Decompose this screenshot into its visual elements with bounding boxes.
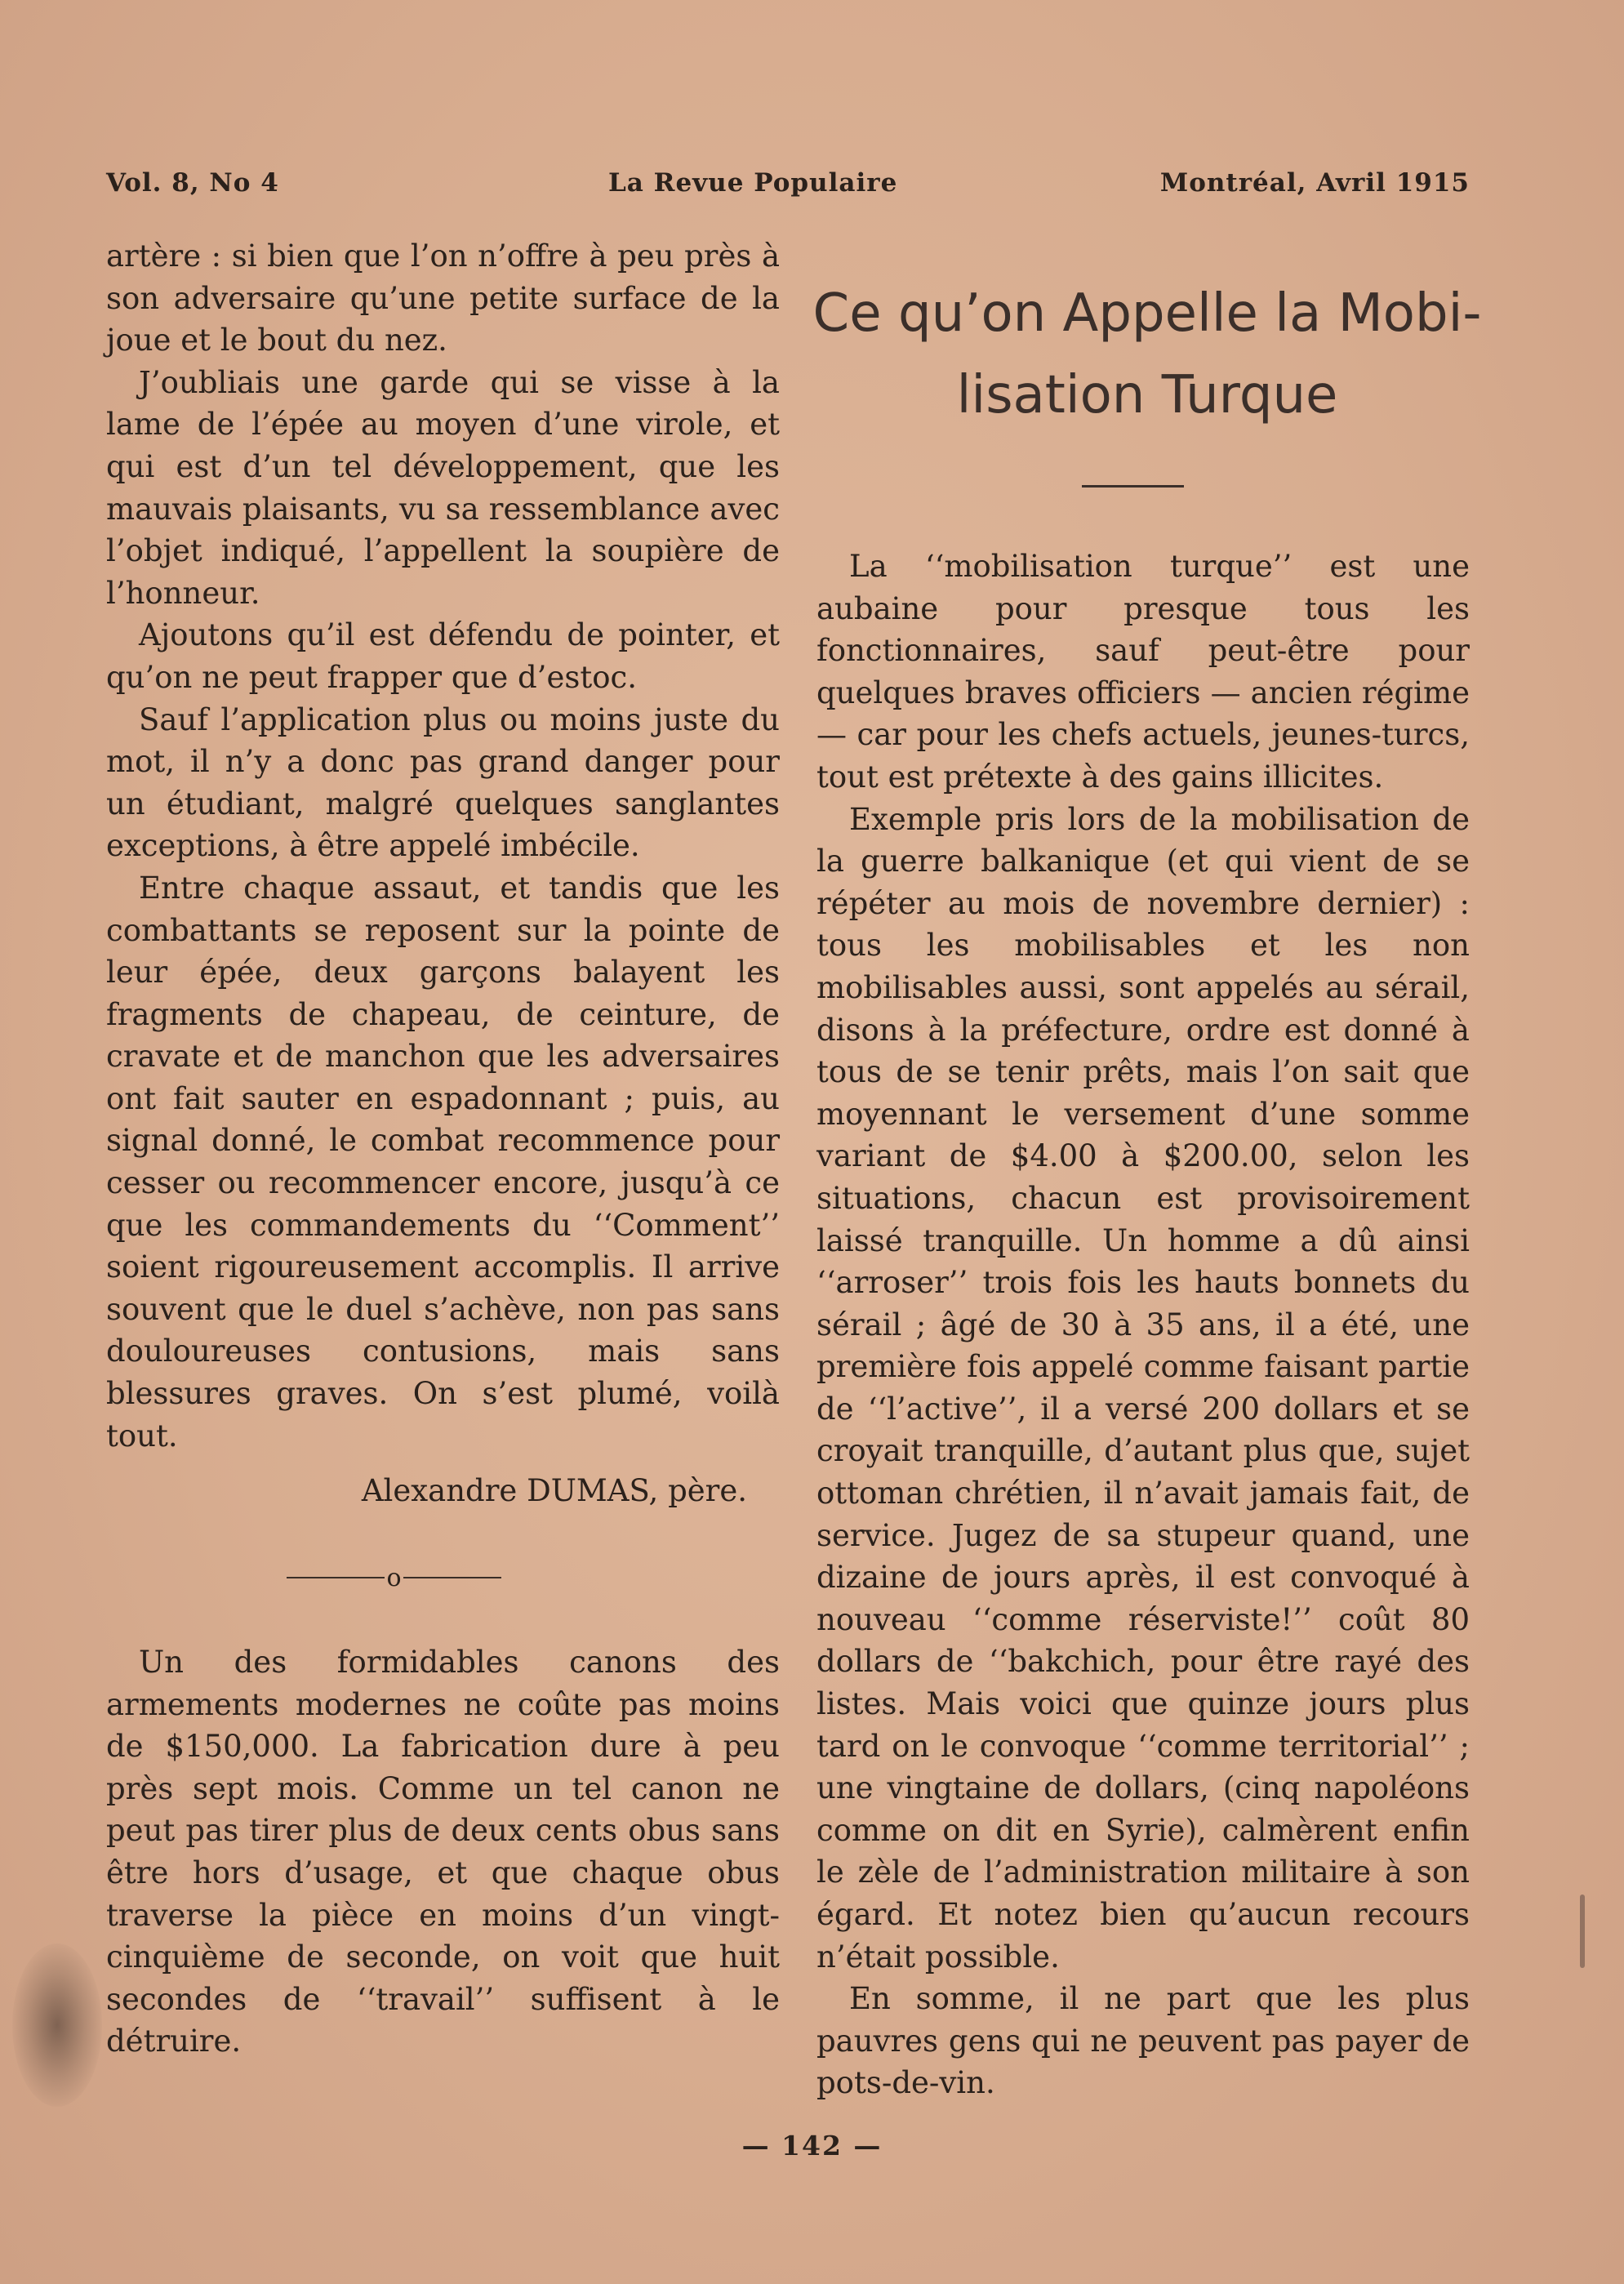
right-column — [816, 545, 1470, 2104]
issue-date: Montréal, Avril 1915 — [1159, 168, 1470, 198]
title-rule — [1082, 485, 1184, 488]
separator-line — [403, 1577, 501, 1578]
paragraph: J’oubliais une garde qui se visse à la lame de l’épée au moyen d’une virole, et qui est d’un tel développement, que les mauvais plaisants, vu sa ressemblance avec l’objet indiqué, l’appellent la soupière de l’honneur. — [106, 364, 780, 611]
ink-smudge — [12, 1943, 102, 2107]
separator-line — [287, 1577, 385, 1578]
paragraph: Un des formidables canons des armements modernes ne coûte pas moins de $150,000. La fabrication dure à peu près sept mois. Comme un tel canon ne peut pas tirer plus de deux cents obus sans être hors d’usage, et que chaque obus traverse la pièce en moins d’un vingt-cinquième de seconde, on voit que huit secondes de ‘‘travail’’ suffisent à le détruire. — [106, 1645, 780, 2059]
section-separator — [106, 1555, 780, 1599]
left-column — [106, 235, 780, 2063]
separator-mark: o — [386, 1563, 402, 1592]
paragraph: La ‘‘mobilisation turque’’ est une aubaine pour presque tous les fonctionnaires, sauf peut-être pour quelques braves officiers — ancien régime — car pour les chefs actuels, jeunes-turcs, tout est prétexte à des gains illicites. — [816, 549, 1470, 795]
page-number: — 142 — — [741, 2130, 883, 2162]
volume-number: Vol. 8, No 4 — [106, 168, 279, 198]
title-line: Ce qu’on Appelle la Mobi- — [812, 283, 1482, 344]
paragraph: Ajoutons qu’il est défendu de pointer, et qu’on ne peut frapper que d’estoc. — [106, 617, 780, 695]
running-header — [106, 168, 1470, 204]
paragraph: En somme, il ne part que les plus pauvres gens qui ne peuvent pas payer de pots-de-vin. — [816, 1981, 1470, 2101]
journal-title: La Revue Populaire — [608, 168, 898, 198]
paragraph: Exemple pris lors de la mobilisation de la guerre balkanique (et qui vient de se répéter au mois de novembre dernier) : tous les mobilisables et les non mobilisables aussi, sont appelés au sérail, disons à la préfecture, ordre est donné à tous de se tenir prêts, mais l’on sait que moyennant le versement d’une somme variant de $4.00 à $200.00, selon les situations, chacun est provisoirement laissé tranquille. Un homme a dû ainsi ‘‘arroser’’ trois fois les hauts bonnets du sérail ; âgé de 30 à 35 ans, il a été, une première fois appelé comme faisant partie de ‘‘l’active’’, il a versé 200 dollars et se croyait tranquille, d’autant plus que, sujet ottoman chrétien, il n’avait jamais fait, de service. Jugez de sa stupeur quand, une dizaine de jours après, il est convoqué à nouveau ‘‘comme réserviste!’’ coût 80 dollars de ‘‘bakchich, pour être rayé des listes. Mais voici que quinze jours plus tard on le convoque ‘‘comme territorial’’ ; une vingtaine de dollars, (cinq napoléons comme on dit en Syrie), calmèrent enfin le zèle de l’administration militaire à son égard. Et notez bien qu’aucun recours n’était possible. — [816, 801, 1470, 1975]
edge-mark — [1580, 1894, 1585, 1968]
paragraph: Entre chaque assaut, et tandis que les combattants se reposent sur la pointe de leur épée, deux garçons balayent les fragments de chapeau, de ceinture, de cravate et de manchon que les adversaires ont fait sauter en espadonnant ; puis, au signal donné, le combat recommence pour cesser ou recommencer encore, jusqu’à ce que les commandements du ‘‘Comment’’ soient rigoureusement accomplis. Il arrive souvent que le duel s’achève, non pas sans douloureuses contusions, mais sans blessures graves. On s’est plumé, voilà tout. — [106, 870, 780, 1454]
title-line: lisation Turque — [956, 365, 1338, 425]
paragraph: artère : si bien que l’on n’offre à peu près à son adversaire qu’une petite surface de la joue et le bout du nez. — [106, 238, 780, 358]
author-signature: Alexandre DUMAS, père. — [361, 1473, 747, 1509]
paragraph: Sauf l’application plus ou moins juste du mot, il n’y a donc pas grand danger pour un étudiant, malgré quelques sanglantes exceptions, à être appelé imbécile. — [106, 701, 780, 864]
article-title — [796, 273, 1498, 436]
